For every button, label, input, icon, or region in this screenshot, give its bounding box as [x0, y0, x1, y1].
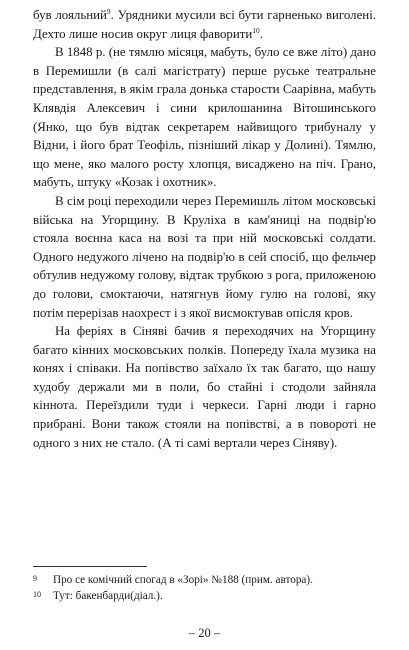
paragraph	[33, 6, 376, 43]
footnote-number: 10	[33, 589, 41, 599]
footnote-ref[interactable]: 10	[252, 25, 260, 35]
footnote-text: Про се комічний спогад в «Зорі» №188 (прим. автора).	[53, 574, 313, 586]
footnote-separator	[33, 566, 147, 567]
paragraph-text: . Урядники мусили всі бути гарненько виголені. Дехто лише носив округ лиця фаворити	[33, 8, 377, 41]
paragraph-text: В сім році переходили через Перемишль літом московські війська на Угорщину. В Круліха в кам'яниці на подвір'ю стояла воєнна каса на возі та при ній московські солдати. Одного недужого лічено на подвір'ю в сей спосіб, що фельчер обтулив недужому голову, відтак трубкою з рога, приложеною до голови, смоктаючи, натягнув йому гулю на голові, яку потім перерізав наохрест і з якої висмоктував опісля кров.	[33, 193, 376, 320]
page-body	[33, 6, 376, 452]
paragraph-text: був лояльний	[33, 8, 107, 22]
page-number: – 20 –	[188, 626, 221, 640]
footnote-text: Тут: бакенбарди(діал.).	[53, 589, 163, 602]
footnotes	[33, 573, 376, 604]
paragraph-text: .	[259, 26, 264, 41]
paragraph	[33, 322, 376, 452]
footnote-ref[interactable]: 9	[106, 7, 111, 16]
footnote	[33, 573, 376, 589]
footnote	[33, 589, 376, 605]
paragraph	[33, 43, 376, 192]
footnote-number: 9	[33, 574, 37, 583]
paragraph-text: В 1848 р. (не тямлю місяця, мабуть, було се вже літо) дано в Перемишли (в салі магістрату) перше руське театральне представлення, в якім грала донька старости Саарівна, мабуть Клявдія Алексевич і сини крилошанина Вітошинського (Янко, що був відтак секретарем найвищого трибуналу у Відни, і його брат Теофіль, пізніший лікар у Долині). Тямлю, що мене, яко малого росту хлопця, висаджено на піч. Грано, мабуть, штуку «Козак і охотник».	[33, 45, 376, 190]
body-text	[33, 6, 376, 452]
paragraph-text: На феріях в Сіняві бачив я переходячих на Угорщину багато кінних московських полків. Попереду їхала музика на конях і співаки. На попівство заїхало їх так багато, що нашу худобу держали ми в поли, бо стайні і стодоли зайняла кіннота. Переїздили туди і черкеси. Гарні люди і гарно прибрані. Вони також стояли на попівстві, а в повороті не одного з них не стало. (А ті самі вертали через Сіняву).	[33, 324, 376, 450]
paragraph	[33, 192, 376, 322]
